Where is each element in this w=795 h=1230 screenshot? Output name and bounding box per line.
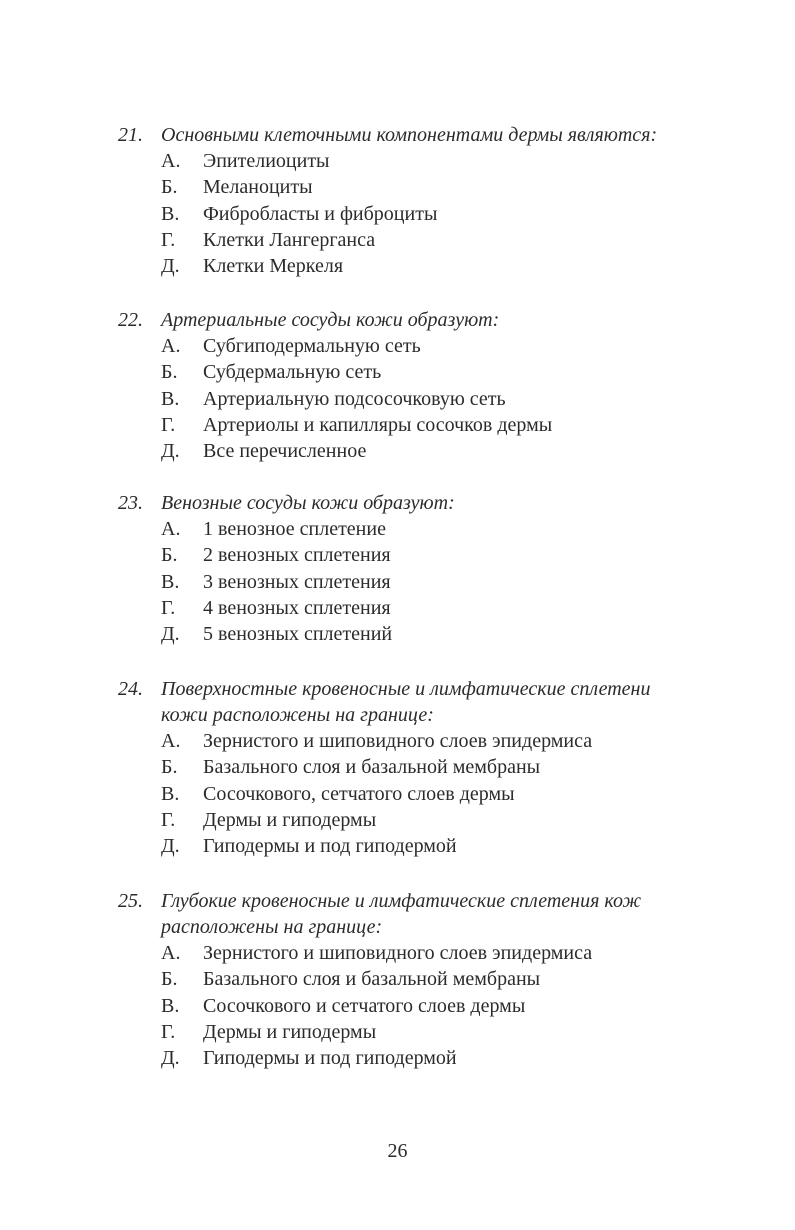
question-23 [118, 490, 795, 647]
answer-option [161, 333, 795, 359]
answer-text: Меланоциты [203, 176, 313, 199]
answer-letter: Д. [161, 440, 180, 463]
answer-letter: Б. [161, 361, 178, 384]
answer-list [118, 728, 795, 859]
answer-text: Клетки Меркеля [203, 255, 344, 278]
question-title-continuation: расположены на границе: [161, 916, 383, 938]
question-22 [118, 307, 795, 464]
answer-list [118, 148, 795, 279]
answer-letter: Д. [161, 623, 180, 646]
answer-letter: Г. [161, 808, 176, 831]
answer-letter: В. [161, 782, 180, 805]
answer-option [161, 621, 795, 647]
answer-option [161, 174, 795, 200]
answer-option [161, 438, 795, 464]
answer-list [118, 940, 795, 1071]
answer-text: Сосочкового, сетчатого слоев дермы [203, 782, 515, 805]
answer-list [118, 516, 795, 647]
question-text: Венозные сосуды кожи образуют: [161, 492, 455, 514]
answer-option [161, 1019, 795, 1045]
answer-option [161, 1045, 795, 1071]
answer-option [161, 781, 795, 807]
answer-letter: А. [161, 150, 181, 172]
question-number: 21. [118, 124, 143, 146]
answer-option [161, 754, 795, 780]
question-21 [118, 122, 795, 279]
answer-text: Дермы и гиподермы [203, 1020, 377, 1043]
answer-option [161, 516, 795, 542]
answer-option [161, 833, 795, 859]
answer-letter: А. [161, 730, 181, 752]
answer-letter: Д. [161, 1047, 180, 1070]
answer-option [161, 542, 795, 568]
answer-option [161, 227, 795, 253]
question-text: Артериальные сосуды кожи образуют: [161, 309, 500, 331]
answer-text: Гиподермы и под гиподермой [203, 1047, 457, 1070]
answer-text: Все перечисленное [203, 440, 367, 463]
answer-option [161, 386, 795, 412]
answer-option [161, 807, 795, 833]
question-number: 23. [118, 492, 143, 514]
answer-letter: А. [161, 335, 181, 357]
answer-text: Зернистого и шиповидного слоев эпидермиса [203, 942, 593, 964]
question-text: Основными клеточными компонентами дермы являются: [161, 124, 658, 146]
answer-text: Дермы и гиподермы [203, 808, 377, 831]
answer-letter: Б. [161, 176, 178, 199]
question-number: 24. [118, 678, 143, 700]
question-title [118, 676, 795, 702]
answer-option [161, 412, 795, 438]
answer-text: Сосочкового и сетчатого слоев дермы [203, 994, 526, 1017]
answer-letter: Г. [161, 1020, 176, 1043]
answer-text: Клетки Лангерганса [203, 228, 376, 251]
answer-list [118, 333, 795, 464]
answer-text: Артериолы и капилляры сосочков дермы [203, 413, 553, 436]
answer-option [161, 595, 795, 621]
answer-text: Гиподермы и под гиподермой [203, 835, 457, 858]
answer-option [161, 569, 795, 595]
question-title [118, 307, 795, 333]
answer-text: Зернистого и шиповидного слоев эпидермиса [203, 730, 593, 752]
question-text: Поверхностные кровеносные и лимфатические сплетени [161, 678, 651, 700]
answer-text: 4 венозных сплетения [203, 596, 391, 619]
answer-option [161, 148, 795, 174]
answer-option [161, 940, 795, 966]
answer-letter: Б. [161, 968, 178, 991]
answer-letter: Д. [161, 255, 180, 278]
answer-letter: Д. [161, 835, 180, 858]
answer-letter: Г. [161, 413, 176, 436]
question-title-continuation: кожи расположены на границе: [161, 704, 434, 726]
answer-letter: А. [161, 518, 181, 540]
question-number: 25. [118, 890, 143, 912]
answer-text: Фибробласты и фиброциты [203, 202, 438, 225]
answer-text: 1 венозное сплетение [203, 518, 386, 540]
answer-letter: В. [161, 202, 180, 225]
answer-option [161, 201, 795, 227]
question-number: 22. [118, 309, 143, 331]
answer-letter: Б. [161, 756, 178, 779]
answer-option [161, 253, 795, 279]
question-title [118, 888, 795, 914]
page-number: 26 [387, 1140, 408, 1162]
answer-letter: Г. [161, 596, 176, 619]
answer-letter: В. [161, 570, 180, 593]
answer-option [161, 966, 795, 992]
question-25 [118, 888, 795, 1071]
question-title [118, 122, 795, 148]
answer-option [161, 359, 795, 385]
answer-text: Базального слоя и базальной мембраны [203, 968, 541, 991]
question-title [118, 490, 795, 516]
answer-letter: В. [161, 994, 180, 1017]
answer-text: Базального слоя и базальной мембраны [203, 756, 541, 779]
answer-text: 5 венозных сплетений [203, 623, 393, 646]
answer-option [161, 728, 795, 754]
answer-text: 3 венозных сплетения [203, 570, 391, 593]
answer-letter: Б. [161, 544, 178, 567]
answer-letter: В. [161, 387, 180, 410]
answer-text: Артериальную подсосочковую сеть [203, 387, 506, 410]
question-24 [118, 676, 795, 859]
question-text: Глубокие кровеносные и лимфатические сплетения кож [161, 890, 642, 912]
answer-text: Эпителиоциты [203, 150, 330, 172]
answer-option [161, 993, 795, 1019]
answer-text: 2 венозных сплетения [203, 544, 391, 567]
answer-text: Субдермальную сеть [203, 361, 382, 384]
answer-letter: Г. [161, 228, 176, 251]
answer-text: Субгиподермальную сеть [203, 335, 421, 357]
answer-letter: А. [161, 942, 181, 964]
